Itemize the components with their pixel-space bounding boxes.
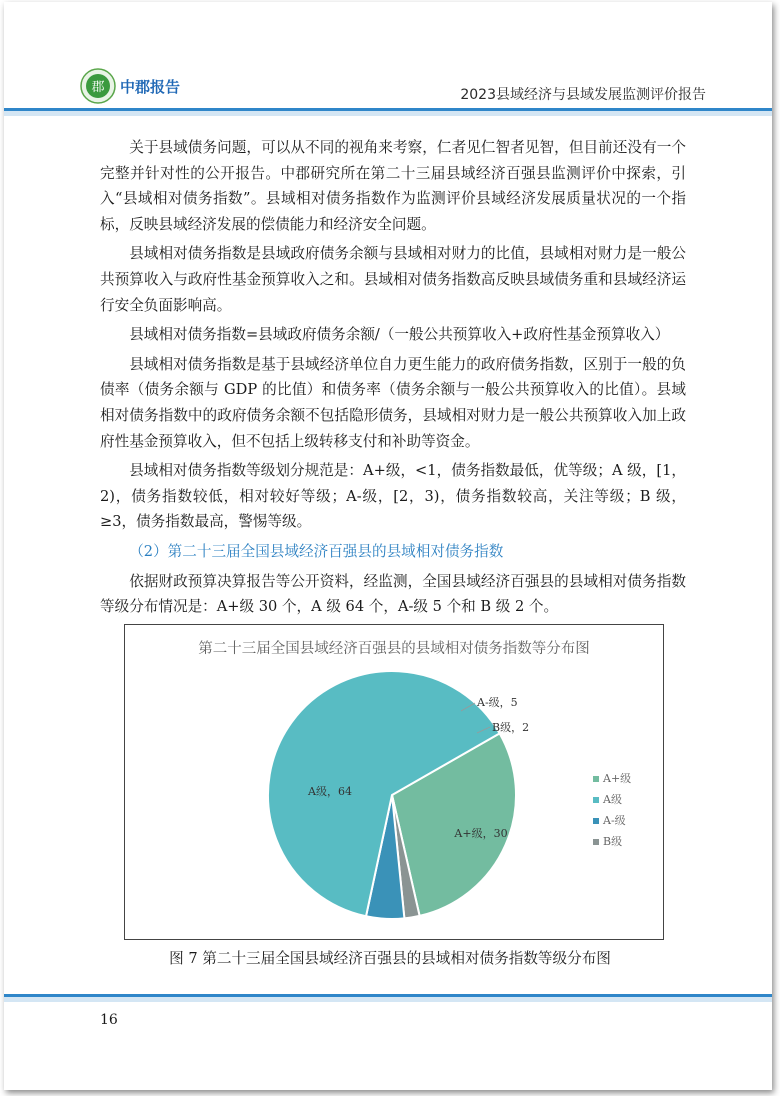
data-label-A-级: A-级，5 [477, 696, 518, 709]
data-label-B级: B级，2 [492, 721, 530, 734]
logo-glyph: 郡 [91, 80, 105, 95]
paragraph-2: 县域相对债务指数是县域政府债务余额与县域相对财力的比值，县域相对财力是一般公共预算收入与政府性基金预算收入之和。县域相对债务指数高反映县域债务重和县域经济运行安全负面影响高。 [100, 245, 686, 314]
data-label-A级: A级，64 [308, 785, 352, 798]
paragraph-5: 依据财政预算决算报告等公开资料，经监测，全国县域经济百强县的县域相对债务指数等级分布情况是：A+级 30 个，A 级 64 个，A-级 5 个和 B 级 2 个。 [100, 572, 686, 616]
figure-caption: 图 7 第二十三届全国县域经济百强县的县域相对债务指数等级分布图 [169, 950, 611, 967]
report-title: 2023县域经济与县域发展监测评价报告 [460, 87, 706, 103]
footer-rule [4, 994, 772, 1002]
page-number: 16 [100, 1012, 118, 1028]
formula-line: 县域相对债务指数=县域政府债务余额/（一般公共预算收入+政府性基金预算收入） [129, 326, 670, 344]
paragraph-4: 县域相对债务指数等级划分规范是：A+级，<1，债务指数最低，优等级；A 级，[1，2)，债务指数较低，相对较好等级；A-级，[2，3)，债务指数较高，关注等级；B 级，≥3，债务指数最高，警惕等级。 [100, 462, 686, 531]
data-label-A+级: A+级，30 [454, 827, 508, 840]
legend-label-B级: B级 [603, 835, 623, 848]
pie-chart-svg [125, 625, 665, 941]
legend-swatch-A+级 [593, 776, 599, 782]
logo-text: 中郡报告 [120, 78, 181, 96]
paragraph-3: 县域相对债务指数是基于县域经济单位自力更生能力的政府债务指数，区别于一般的负债率（债务余额与 GDP 的比值）和债务率（债务余额与一般公共预算收入的比值）。县域相对债务指数中的政府债务余额不包括隐形债务，县域相对财力是一般公共预算收入加上政府性基金预算收入，但不包括上级转移支付和补助等资金。 [100, 355, 686, 450]
zhongjun-logo-icon [80, 68, 116, 104]
legend-label-A+级: A+级 [603, 772, 632, 785]
header-rule [4, 108, 772, 116]
legend-swatch-A级 [593, 797, 599, 803]
body-text [100, 135, 686, 624]
section-subheading: （2）第二十三届全国县域经济百强县的县域相对债务指数 [129, 542, 504, 560]
pie-chart [124, 624, 664, 940]
legend-label-A级: A级 [603, 793, 622, 806]
document-page [4, 2, 772, 1090]
legend-swatch-B级 [593, 839, 599, 845]
paragraph-1: 关于县域债务问题，可以从不同的视角来考察，仁者见仁智者见智，但目前还没有一个完整并针对性的公开报告。中郡研究所在第二十三届县域经济百强县监测评价中探索，引入“县域相对债务指数”。县域相对债务指数作为监测评价县域经济发展质量状况的一个指标，反映县域经济发展的偿债能力和经济安全问题。 [100, 139, 686, 233]
legend-swatch-A-级 [593, 818, 599, 824]
chart-title: 第二十三届全国县域经济百强县的县域相对债务指数等分布图 [198, 641, 590, 657]
legend-label-A-级: A-级 [603, 814, 626, 827]
